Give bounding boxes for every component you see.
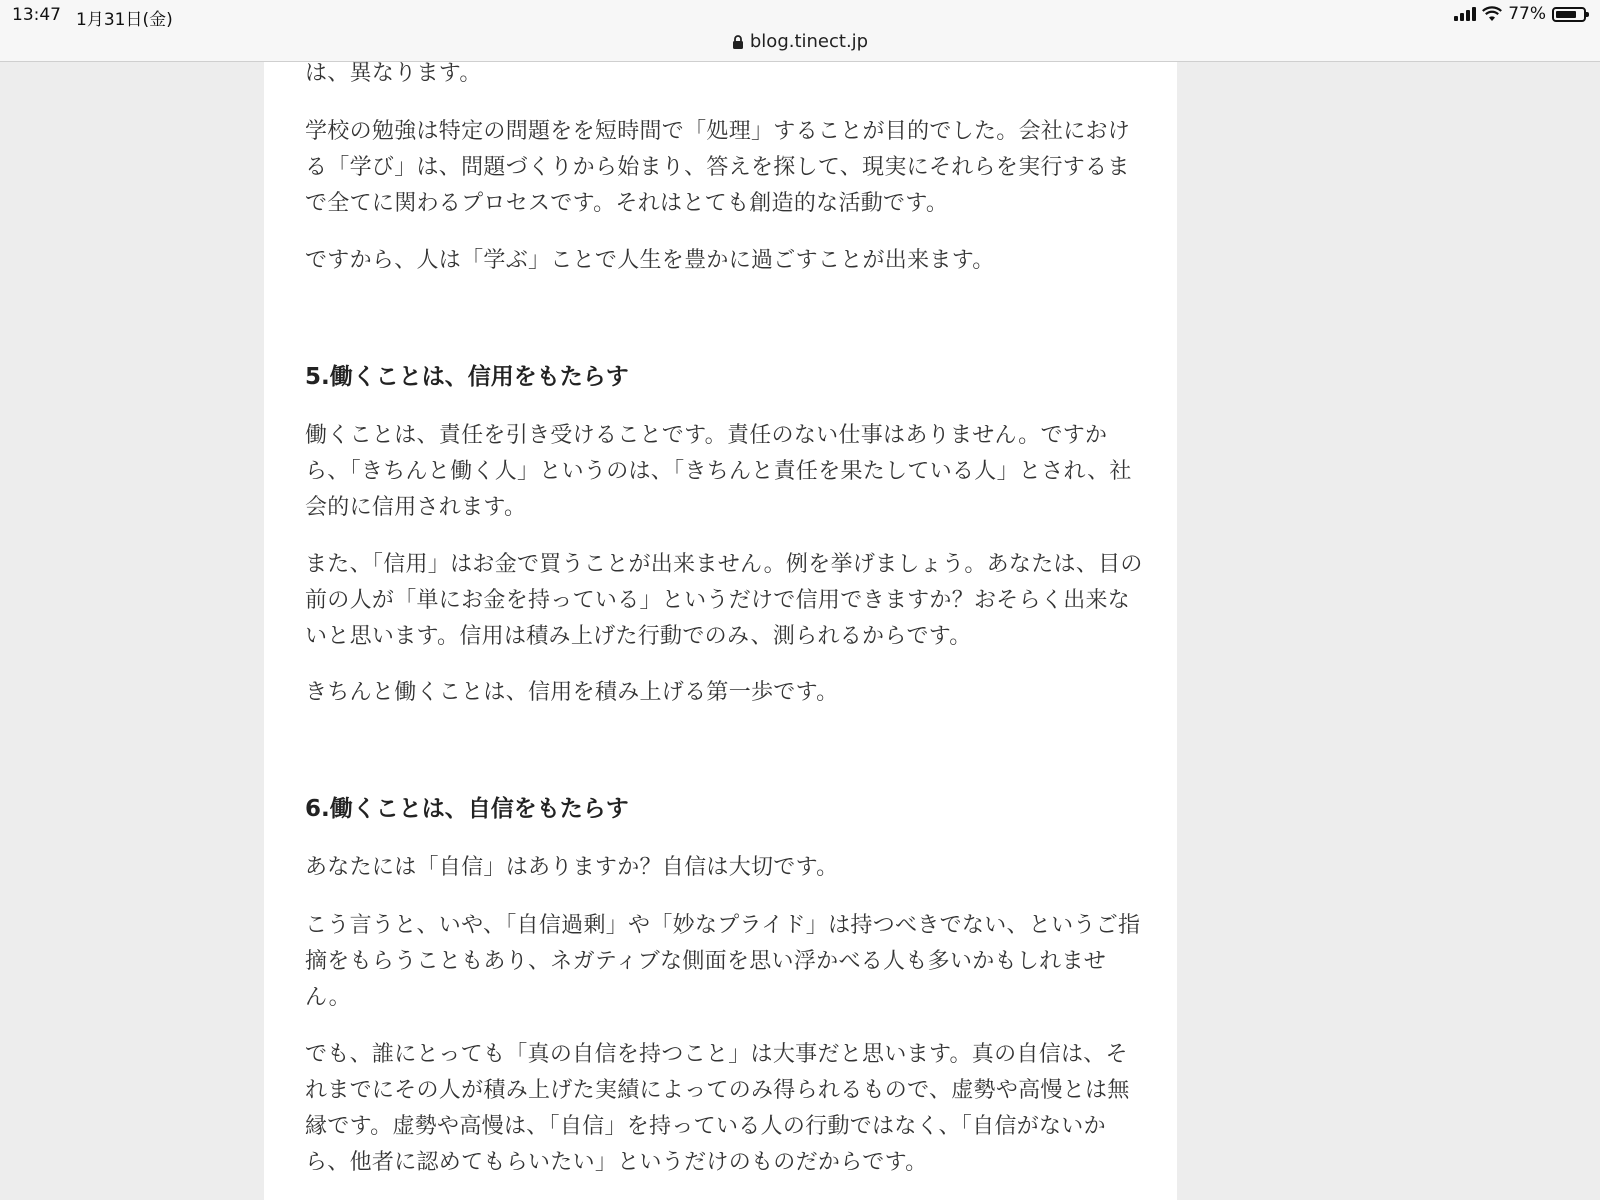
paragraph-negative-aspects: こう言うと、いや、「自信過剰」や「妙なプライド」は持つべきでない、というご指摘をもらうこともあり、ネガティブな側面を思い浮かべる人も多いかもしれません。	[305, 913, 1141, 1010]
battery-percent: 77%	[1508, 4, 1546, 24]
article-body	[264, 62, 1177, 1200]
paragraph-first-step: きちんと働くことは、信用を積み上げる第一歩です。	[305, 680, 839, 705]
paragraph-school-study: 学校の勉強は特定の問題をを短時間で「処理」することが目的でした。会社における「学び」は、問題づくりから始まり、答えを探して、現実にそれらを実行するまで全てに関わるプロセスです。それはとても創造的な活動です。	[305, 119, 1131, 216]
battery-fill	[1556, 11, 1576, 18]
paragraph-learning-life: ですから、人は「学ぶ」ことで人生を豊かに過ごすことが出来ます。	[305, 248, 995, 273]
heading-section-6: 6.働くことは、自信をもたらす	[305, 796, 629, 822]
paragraph-trust-money: また、「信用」はお金で買うことが出来ません。例を挙げましょう。あなたは、目の前の人が「単にお金を持っている」というだけで信用できますか？おそらく出来ないと思います。信用は積み上げた行動でのみ、測られるからです。	[305, 552, 1143, 649]
cellular-signal-icon	[1454, 7, 1476, 21]
status-bar	[0, 0, 1600, 30]
status-date: 1月31日(金)	[76, 10, 173, 30]
status-indicators	[1454, 4, 1586, 24]
lock-icon	[732, 35, 744, 49]
url-text: blog.tinect.jp	[749, 31, 869, 52]
paragraph-confidence-question: あなたには「自信」はありますか？自信は大切です。	[305, 855, 839, 880]
wifi-icon	[1482, 6, 1502, 22]
paragraph-true-confidence: でも、誰にとっても「真の自信を持つこと」は大事だと思います。真の自信は、それまでにその人が積み上げた実績によってのみ得られるもので、虚勢や高慢とは無縁です。虚勢や高慢は、「自信」を持っている人の行動ではなく、「自信がないから、他者に認めてもらいたい」というだけのものだからです。	[305, 1042, 1130, 1175]
battery-icon	[1552, 7, 1586, 22]
status-time: 13:47	[12, 5, 61, 25]
heading-section-5: 5.働くことは、信用をもたらす	[305, 364, 629, 390]
url-display[interactable]	[732, 31, 868, 52]
paragraph-fragment: は、異なります。	[305, 61, 482, 86]
paragraph-responsibility: 働くことは、責任を引き受けることです。責任のない仕事はありません。ですから、「きちんと働く人」というのは、「きちんと責任を果たしている人」とされ、社会的に信用されます。	[305, 423, 1132, 520]
